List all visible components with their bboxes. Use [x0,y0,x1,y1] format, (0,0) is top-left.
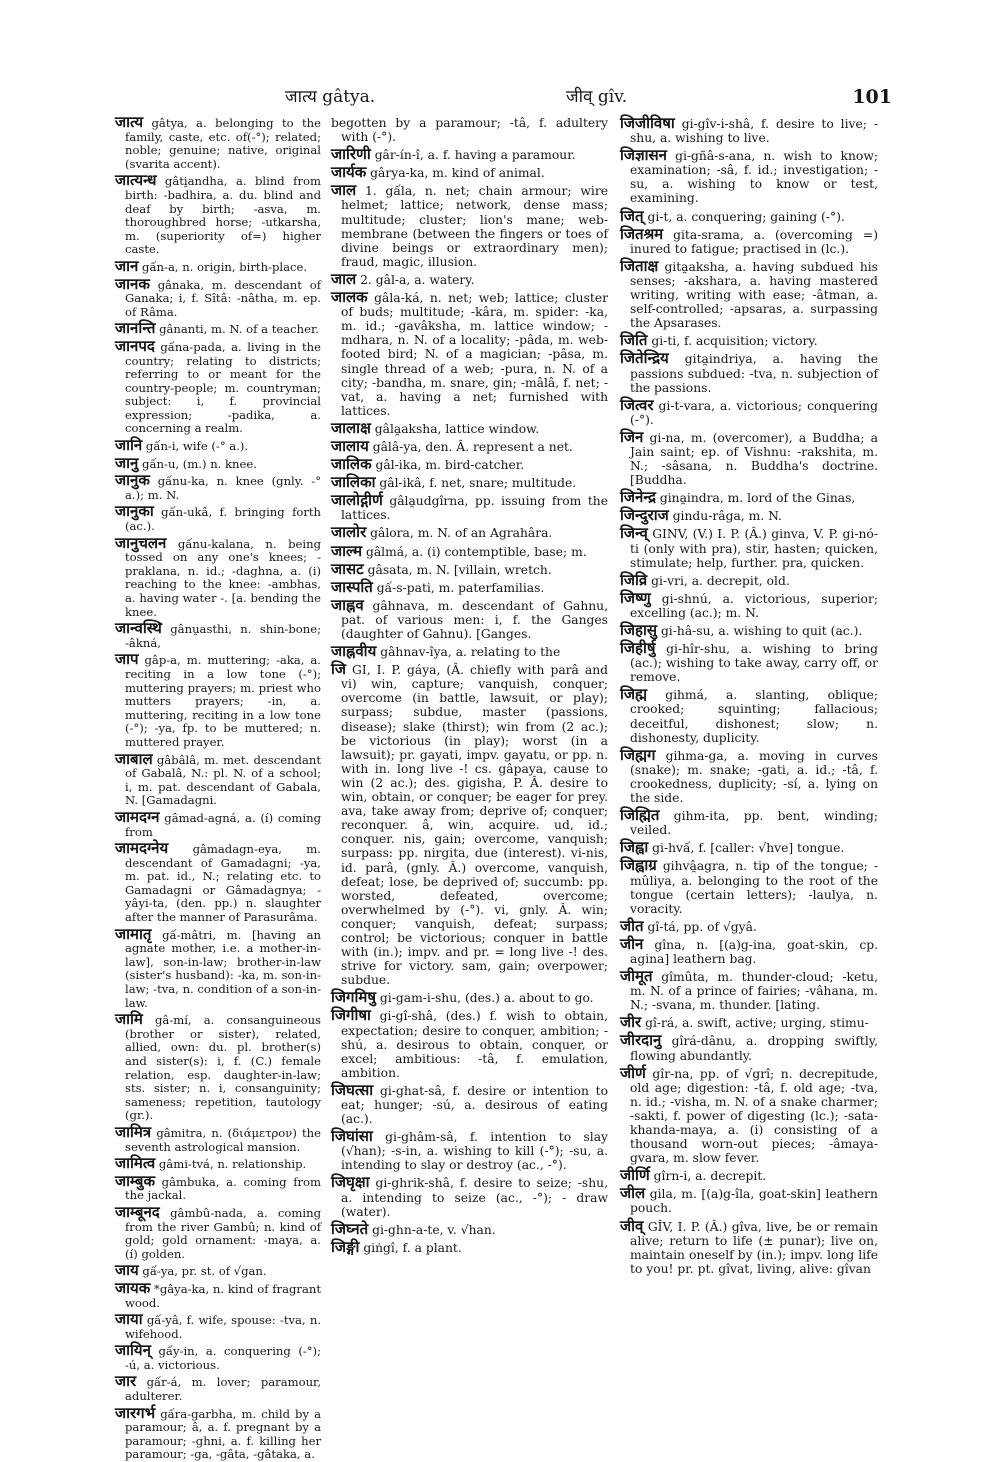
entry-headword: जाह्नवीय [331,642,377,661]
entry-definition: gîna, n. [(a)g-ina, goat-skin, cp. agina] leathern bag. [630,937,878,966]
entry-headword: जानु [115,453,139,472]
entry-headword: जालाय [331,436,369,455]
entry-headword: जितश्रम [620,224,664,243]
dictionary-entry [115,274,322,320]
entry-definition: gấn-a, n. origin, birth-place. [142,259,308,274]
dictionary-entry [115,533,321,620]
entry-headword: जाल [331,269,357,288]
dictionary-entry [620,224,878,256]
entry-headword: जात्य [115,113,144,131]
entry-headword: जालोर [331,523,367,542]
entry-definition: gâsata, m. N. [villain, wretch. [367,562,552,577]
entry-headword: जिहासु [620,621,658,639]
dictionary-entry [115,1261,321,1280]
entry-definition: gâhnav-îya, a. relating to the [380,645,561,660]
entry-headword: जीर्णि [620,1166,650,1185]
dictionary-entry [331,1175,608,1218]
entry-definition: gấra-garbha, m. child by a paramour; â, a. f. pregnant by a paramour; -ghni, a. f. killing her paramour; -ga, -gâta, -gâtaka, a. [125,1406,321,1462]
entry-definition: gấ-ya, pr. st. of √gan. [142,1264,267,1279]
dictionary-entry [620,623,878,638]
entry-definition: gấ-yâ, f. wife, spouse: -tva, n. wifehood. [125,1313,321,1341]
entry-definition: gârya-ka, m. kind of animal. [370,166,545,181]
entry-headword: जास्पति [331,577,373,596]
entry-definition: gấn-i, wife (-° a.). [145,439,249,454]
column-2 [331,116,608,1266]
dictionary-entry [331,525,608,540]
entry-headword: जिन्व् [620,524,648,543]
dictionary-entry [331,475,608,490]
entry-definition: gâl-ikâ, f. net, snare; multitude. [379,476,577,491]
dictionary-entry [115,807,321,839]
dictionary-entry [620,570,878,589]
entry-headword: जिङ्गी [331,1237,360,1256]
header-right-guideword: जीव् gîv. [566,87,628,107]
entry-definition: gâmad-agná, a. (í) coming from [125,810,321,839]
entry-definition: gâla̯aksha, lattice window. [374,421,540,436]
entry-headword: जीमूत [620,967,653,986]
entry-headword: जिह्वा [620,838,649,857]
dictionary-entry [620,1063,878,1166]
entry-definition: gi-ghâm-sâ, f. intention to slay (√han); -s-in, a. wishing to kill (-°); -su, a. intending to slay or destroy (ac., -°). [341,1130,608,1173]
dictionary-entry [331,1219,608,1238]
entry-definition: gi-hvấ, f. [caller: √hve] tongue. [652,841,845,856]
dictionary-entry [331,436,608,455]
entry-definition: gîr-na, pp. of √grî; n. decrepitude, old age; digestion: -tâ, f. old age; -tva, n. id.; -visha, m. N. of a snake charmer; -sakti, f. power of digesting (lc.); -sata-khanda-maya, a. (i) consisting of a thousand worn-out pieces; -âmaya-gvara, m. slow fever. [630,1066,878,1166]
entry-definition: gâla-ká, n. net; web; lattice; cluster of buds; multitude; -kâra, m. spider: -ka, m. id.; -gavâksha, m. lattice window; -mdhara, n. N. of a locality; -pâda, m. web-footed bird; N. of a magician; -pâsa, m. single thread of a web; -pura, n. N. of a city; -bandha, m. snare, gin; -mâlâ, f. net; -vat, a. having a net; furnished with lattices. [341,291,608,418]
entry-headword: जालिक [331,455,372,474]
entry-headword: जिह्मग [620,745,656,764]
entry-headword: जिव्रि [620,570,648,589]
entry-definition: gấ-mâtri, m. [having an agnate mother, i.e. a mother-in-law], son-in-law; brother-in-law (sister's husband): -ka, m. son-in-law; -tva, n. condition of a son-in-law. [125,927,322,1010]
dictionary-entry [620,858,878,915]
dictionary-entry [331,457,608,472]
entry-definition: gi-ti, f. acquisition; victory. [651,334,818,349]
entry-headword: जाप [115,650,139,669]
entry-definition: gâmi-tvá, n. relationship. [158,1157,307,1172]
dictionary-entry [115,436,321,455]
entry-definition: gindu-râga, m. N. [672,509,782,524]
entry-definition: gina̯indra, m. lord of the Ginas, [659,491,856,506]
entry-definition: gâmadagn-eya, m. descendant of Gamadagni; -ya, m. pat. id., N.; relating etc. to Gamadagni or Gâmadagnya; -yâyi-ta, (den. pp.) n. slaughter after the manner of Parasurâma. [125,842,321,925]
entry-headword: जिनेन्द्र [620,488,656,507]
dictionary-entry [115,471,322,502]
entry-definition: gi-hâ-su, a. wishing to quit (ac.). [660,624,863,638]
dictionary-entry [115,1341,321,1372]
entry-headword: जितेन्द्रिय [620,349,669,368]
entry-definition: gi-ghrik-shâ, f. desire to seize; -shu, a. intending to seize (ac., -°); - draw (water). [341,1176,608,1219]
entry-headword: जीत [620,916,644,935]
entry-definition: gâla̯udgîrna, pp. issuing from the lattices. [341,494,608,523]
entry-headword: जानक [115,274,150,293]
dictionary-entry [331,269,608,288]
dictionary-entry [115,1010,322,1123]
dictionary-entry [115,502,322,534]
dictionary-entry [620,256,878,331]
entry-definition: gâlora, m. N. of an Agrahâra. [370,526,553,541]
dictionary-entry [115,171,321,257]
entry-definition: gi-gñâ-s-ana, n. wish to know; examination; -sâ, f. id.; investigation; -su, a. wishing to know or test, examining. [630,149,878,206]
dictionary-entry [620,1168,878,1183]
header-left-guideword: जात्य gâtya. [285,87,376,107]
entry-definition: gâti̯andha, a. blind from birth: -badhira, a. du. blind and deaf by birth; -asva, m. thoroughbred horse; -utkarsha, m. (superiority of=) higher caste. [125,174,321,257]
entry-headword: जारगर्भ [115,1403,156,1422]
entry-headword: जाया [115,1310,143,1329]
dictionary-entry [115,1122,321,1154]
entry-definition: gấna-pada, a. living in the country; relating to districts; referring to or meant for the country-people; m. countryman; subject: i, f. provincial expression; -padika, a. concerning a realm. [125,339,322,436]
entry-headword: जामित्व [115,1154,156,1173]
entry-definition: gấy-in, a. conquering (-°); -ú, a. victorious. [125,1344,321,1372]
dictionary-entry [620,116,878,145]
dictionary-entry [331,595,608,641]
entry-definition: gấn-u, (m.) n. knee. [142,456,257,471]
dictionary-entry [620,934,878,966]
dictionary-entry [115,1310,321,1341]
dictionary-entry [331,1129,608,1172]
entry-definition: gî-tá, pp. of √gyâ. [647,919,757,934]
entry-headword: जामातृ [115,924,152,943]
entry-definition: gânu̯asthi, n. shin-bone; -âkná, [125,622,321,650]
entry-headword: जात्यन्ध [115,171,157,190]
dictionary-entry [331,577,608,596]
dictionary-entry [331,418,608,437]
dictionary-entry [331,662,608,987]
entry-definition: gâhnava, m. descendant of Gahnu, pat. of various men: i, f. the Ganges (daughter of Gahnu). [Ganges. [341,598,608,641]
entry-headword: जाम्बूनद [115,1202,160,1221]
entry-definition: gânaka, m. descendant of Ganaka; i, f. Sîtâ: -nâtha, m. ep. of Râma. [125,277,322,319]
entry-definition: gấn-ukâ, f. bringing forth (ac.). [125,505,322,534]
entry-definition: GI, I. P. gáya, (Â. chiefly with parâ and vi) win, capture; vanquish, conquer; overcome (in battle, lawsuit, or play); surpass; subdue, master (passions, disease); slake (thirst); win from (2 ac.); be victorious (in play); worst (in a lawsuit); pr. gayati, impv. gayatu, or pp. n. with in. long live -! cs. gâpaya, cause to win (2 ac.); des. gigisha, P. Â. desire to win, obtain, or conquer; be eager for prey. ava, take away from; deprive of; conquer; reconquer. â, win, acquire. ud, id.; conquer. nis, gain; overcome, vanquish; surpass: pp. nirgita, due (interest). vi-nis, id. parâ, (gnly. Â.) overcome, vanquish, defeat; lose, be deprived of; succumb: pp. worsted, defeated, overcome; overwhelmed by (-°). vi, gnly. Â. win; conquer; vanquish, defeat; surpass; control; be victorious; conquer in battle with (in.); impv. and pr. = long live -! des. strive for victory. sam, gain; overpower; subdue. [341,663,608,988]
entry-headword: जीन [620,934,644,953]
entry-definition: gita̯indriya, a. having the passions subdued: -tva, n. subjection of the passions. [630,352,878,395]
dictionary-entry [331,1237,608,1256]
entry-headword: जिघृक्षा [331,1173,370,1192]
dictionary-entry [620,490,878,505]
entry-headword: जायक [115,1278,151,1297]
entry-headword: जान्वस्थि [115,619,162,638]
entry-headword: जानुक [115,471,150,490]
entry-definition: gâr-ín-î, a. f. having a paramour. [374,148,576,163]
entry-headword: जालक [331,288,368,307]
entry-definition: gî-rá, a. swift, active; urging, stimu- [645,1016,869,1031]
entry-headword: जान [115,256,139,275]
entry-definition: gấr-á, m. lover; paramour, adulterer. [125,1375,322,1404]
page-number: 101 [852,86,892,108]
entry-definition: gâl-ika, m. bird-catcher. [375,458,525,473]
entry-headword: जिताक्ष [620,256,659,275]
dictionary-entry [620,333,878,348]
dictionary-entry [620,427,878,488]
entry-headword: जीर्ण [620,1063,646,1082]
entry-definition: gâp-a, m. muttering; -aka, a. reciting in a low tone (-°); muttering prayers; m. priest who mutters prayers; -in, a. muttering, reciting in a low tone (-°); -ya, fp. to be muttered; n. muttered prayer. [125,653,321,749]
entry-definition: gânanti, m. N. of a teacher. [159,322,319,337]
entry-headword: जाबाल [115,749,153,768]
dictionary-entry [115,1171,321,1203]
entry-headword: जानुका [115,502,154,521]
entry-definition: gâlâ-ya, den. Â. represent a net. [372,439,573,454]
entry-headword: जाह्नव [331,595,364,614]
dictionary-entry [331,1080,608,1127]
entry-headword: जानन्ति [115,319,156,338]
entry-headword: जाम्बुक [115,1171,155,1190]
entry-definition: gi-t, a. conquering; gaining (-°). [647,209,845,224]
dictionary-entry [331,644,608,659]
entry-headword: जायिन् [115,1341,151,1360]
entry-definition: gi-ghat-sâ, f. desire or intention to eat; hunger; -sú, a. desirous of eating (ac.). [341,1083,608,1127]
dictionary-entry [620,395,878,427]
entry-headword: जिन्दुराज [620,506,669,525]
entry-definition: gâ-mí, a. consanguineous (brother or sister), related, allied, own: du. pl. brother(s) and sister(s): i, f. (C.) female relation, esp. daughter-in-law; sts. sister; n. i, consanguinity; sameness; repetition, tautology (gr.). [125,1013,322,1123]
entry-definition: gihm-ita, pp. bent, winding; veiled. [630,809,878,838]
dictionary-entry [620,588,878,620]
dictionary-entry [331,493,608,522]
dictionary-entry [331,290,608,418]
dictionary-entry [620,1216,878,1276]
dictionary-entry [115,453,321,472]
entry-headword: जिह्मित [620,806,660,825]
entry-headword: जामित्र [115,1122,152,1141]
dictionary-entry [620,351,878,394]
entry-definition: gi-vri, a. decrepit, old. [651,573,790,588]
dictionary-entry [115,650,321,749]
entry-definition: gấ-s-pati, m. paterfamilias. [376,580,545,595]
entry-headword: जिति [620,331,648,350]
entry-headword: जिहीर्षु [620,639,656,658]
entry-headword: जाल [331,181,357,200]
entry-definition: gihma-ga, a. moving in curves (snake); m. snake; -gati, a. id.; -tâ, f. crookedness, duplicity; -sí, a. lying on the side. [630,748,878,806]
entry-definition: gi-shnú, a. victorious, superior; excelling (ac.); m. N. [630,591,878,620]
entry-headword: जि [331,660,347,679]
entry-headword: जिजीविषा [620,114,675,132]
dictionary-entry [115,1278,321,1310]
entry-definition: gấnu-ka, n. knee (gnly. -° a.); m. N. [125,474,322,502]
entry-headword: जील [620,1184,646,1203]
entry-definition: 1. gấla, n. net; chain armour; wire helmet; lattice; network, dense mass; multitude; cluster; lion's mane; web-membrane (between the fingers or toes of divine beings or extraordinary men); fraud, magic, illusion. [341,184,608,269]
entry-headword: जार [115,1372,137,1391]
dictionary-entry [115,256,321,275]
entry-definition: gấnu-kalana, n. being tossed on any one's knees; -praklana, n. id.; -daghna, a. (i) reaching to the knee: -ambhas, a. having water -. [a. bending the knee. [125,536,321,619]
entry-definition: giṅgî, f. a plant. [363,1240,462,1255]
dictionary-entry [620,148,878,205]
entry-definition: gihmá, a. slanting, oblique; crooked; squinting; fallacious; deceitful, dishonest; slow; n. dishonesty, duplicity. [630,688,878,745]
entry-headword: जीव् [620,1216,644,1235]
entry-definition: gâmitra, n. (διάμετρον) the seventh astrological mansion. [125,1125,321,1154]
dictionary-entry [620,526,878,569]
entry-definition: gita-srama, a. (overcoming =) inured to fatigue; practised in (lc.). [630,227,878,256]
entry-headword: जानपद [115,336,155,355]
entry-definition: GÎV, I. P. (Â.) gîva, live, be or remain alive; return to life (± punar); live on, maintain oneself by (in.); impv. long life to you! pr. pt. gîvat, living, alive: gîvan [630,1219,878,1276]
entry-definition: gi-t-vara, a. victorious; conquering (-°). [630,398,878,427]
entry-headword: जानि [115,436,143,455]
entry-headword: जार्यक [331,163,367,182]
entry-headword: जिह्म [620,685,648,704]
entry-definition: begotten by a paramour; -tâ, f. adultery with (-°). [331,116,608,145]
entry-headword: जित्वर [620,395,654,414]
entry-headword: जामदग्न [115,807,160,826]
dictionary-entry [620,641,878,684]
column-1 [115,113,322,1462]
dictionary-entry [620,206,878,225]
entry-headword: जिघत्सा [331,1080,374,1099]
dictionary-entry [620,916,878,935]
entry-definition: GINV, (V.) I. P. (Â.) ginva, V. P. gi-nó-ti (only with pra), stir, hasten; quicken, stimulate; help, further. pra, quicken. [630,527,878,570]
entry-definition: gi-gîv-i-shâ, f. desire to live; -shu, a. wishing to live. [630,117,878,146]
entry-definition: gîrn-i, a. decrepit. [653,1169,767,1184]
entry-definition: gi-na, m. (overcomer), a Buddha; a Jain saint; ep. of Vishnu: -rakshita, m. N.; -sâsana, n. Buddha's doctrine. [Buddha. [630,430,878,488]
entry-headword: जिज्ञासन [620,146,667,165]
entry-headword: जालाक्ष [331,418,371,437]
entry-headword: जिन [620,427,644,446]
entry-headword: जिगीषा [331,1006,371,1025]
entry-headword: जानुचलन [115,533,167,552]
dictionary-entry [115,1403,321,1462]
dictionary-entry [115,619,321,650]
dictionary-entry [115,839,321,925]
entry-headword: जारिणी [331,145,371,164]
dictionary-entry [620,508,878,523]
entry-definition: gîmûta, m. thunder-cloud; -ketu, m. N. of a prince of fairies; -vâhana, m. N.; -svana, m. thunder. [lating. [630,970,878,1013]
entry-definition: gâbâlâ, m. met. descendant of Gabalâ, N.: pl. N. of a school; i, m. pat. descendant of Gabala, N. [Gamadagni. [125,752,321,808]
entry-definition: *gâya-ka, n. kind of fragrant wood. [125,1281,321,1310]
dictionary-entry [115,924,322,1011]
dictionary-entry [620,808,878,837]
entry-definition: gi-ghn-a-te, v. √han. [372,1222,496,1237]
dictionary-entry [115,749,321,808]
dictionary-entry [331,165,608,180]
dictionary-entry [115,1154,321,1173]
running-header [0,86,1000,112]
dictionary-entry [115,1202,321,1261]
dictionary-entry [331,147,608,162]
dictionary-entry [331,559,608,578]
dictionary-entry [115,113,321,171]
dictionary-entry [115,336,322,436]
dictionary-entry [620,969,878,1012]
dictionary-entry [620,1186,878,1215]
entry-definition: gi-gam-i-shu, (des.) a. about to go. [379,991,594,1006]
dictionary-entry [620,840,878,855]
entry-headword: जिघ्नते [331,1219,369,1238]
entry-definition: gîrá-dânu, a. dropping swiftly, flowing abundantly. [630,1034,878,1063]
entry-headword: जीर [620,1013,642,1032]
entry-headword: जिष्णु [620,588,651,607]
entry-headword: जालोद्गीर्ण [331,491,383,510]
dictionary-entry [331,183,608,269]
entry-headword: जीरदानु [620,1031,662,1050]
entry-definition: gi-hîr-shu, a. wishing to bring (ac.); wishing to take away, carry off, or remove. [630,642,878,685]
entry-headword: जालिका [331,473,376,492]
entry-definition: gila, m. [(a)g-îla, goat-skin] leathern pouch. [630,1187,878,1216]
entry-headword: जामदग्नेय [115,839,169,858]
entry-definition: gita̯aksha, a. having subdued his senses; -akshara, a. having mastered writing, writing with ease; -âtman, a. self-controlled; -apsaras, a. surpassing the Apsarases. [630,259,878,331]
dictionary-entry [331,116,608,144]
dictionary-entry [620,745,878,806]
entry-definition: gihvâ̯agra, n. tip of the tongue; -mûliya, a. belonging to the root of the tongue (certain letters); -laulya, n. voracity. [630,859,878,916]
dictionary-entry [620,687,878,744]
dictionary-entry [115,1372,322,1404]
dictionary-entry [620,1015,878,1030]
entry-definition: gâlmá, a. (i) contemptible, base; m. [365,544,587,559]
dictionary-entry [331,990,608,1005]
entry-headword: जिह्वाग्र [620,856,657,875]
entry-definition: gâmbû-nada, a. coming from the river Gambû; n. kind of gold; gold ornament: -maya, a. (í) golden. [125,1205,321,1261]
dictionary-entry [115,319,321,338]
entry-headword: जाय [115,1261,139,1280]
entry-headword: जाल्म [331,541,363,560]
entry-headword: जासट [331,559,364,578]
column-3 [620,114,878,1276]
dictionary-entry [331,1008,608,1079]
dictionary-entry [620,1033,878,1062]
entry-headword: जित् [620,206,644,225]
entry-definition: 2. gâl-a, a. watery. [360,272,475,287]
entry-headword: जिगमिषु [331,988,376,1007]
entry-headword: जामि [115,1010,143,1029]
dictionary-entry [331,541,608,560]
entry-definition: gi-gî-shâ, (des.) f. wish to obtain, expectation; desire to conquer, ambition; -shú, a. desirous to obtain, conquer, or excel; ambitious: -tâ, f. emulation, ambition. [341,1009,608,1080]
entry-headword: जिघांसा [331,1127,373,1146]
entry-definition: gâtya, a. belonging to the family, caste, etc. of(-°); related; noble; genuine; native, original (svarita accent). [125,116,321,171]
entry-definition: gâmbuka, a. coming from the jackal. [125,1174,321,1203]
